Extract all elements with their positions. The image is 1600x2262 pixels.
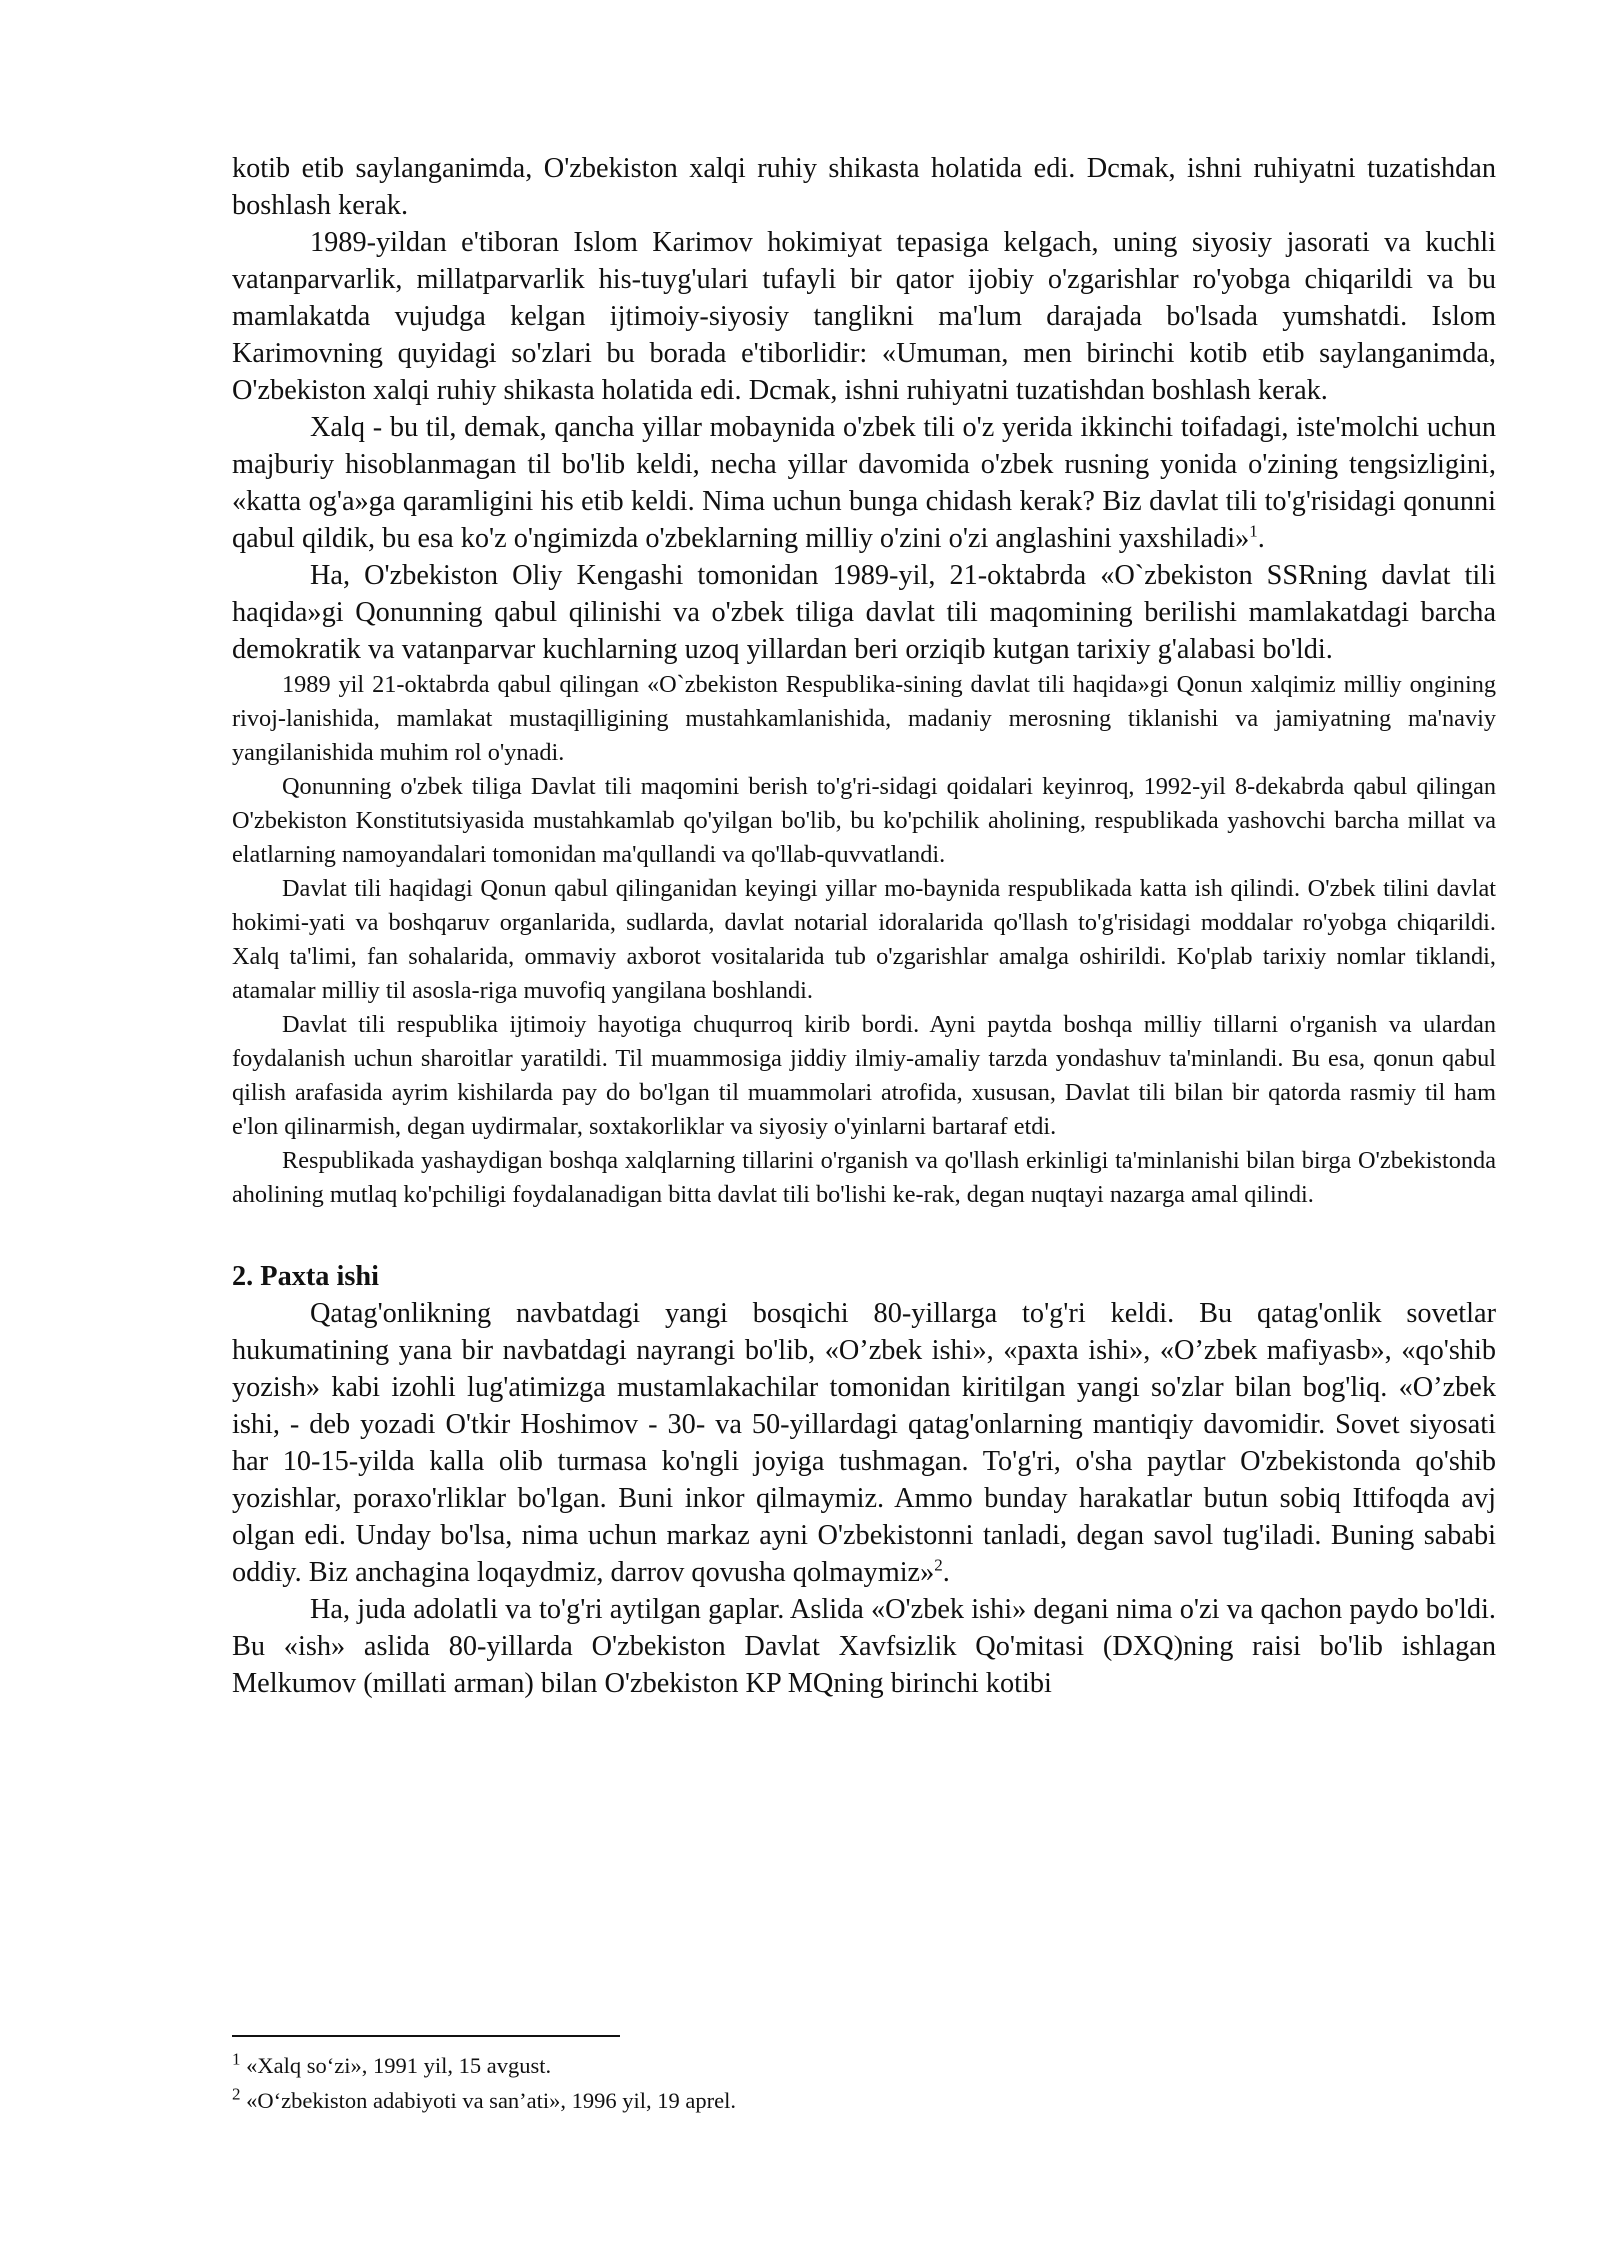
footnote-2 xyxy=(232,2083,1496,2118)
footnote-1 xyxy=(232,2048,1496,2083)
paragraph-small-2: Qonunning o'zbek tiliga Davlat tili maqomini berish to'g'ri-sidagi qoidalari keyinroq, 1992-yil 8-dekabrda qabul qilingan O'zbekiston Konstitutsiyasida mustahkamlab qo'yilgan bo'lib, bu ko'pchilik aholining, respublikada yashovchi barcha millat va elatlarning namoyandalari tomonidan ma'qullandi va qo'llab-quvvatlandi. xyxy=(232,773,1496,868)
paragraph-oliy-kengash: Ha, O'zbekiston Oliy Kengashi tomonidan 1989-yil, 21-oktabrda «O`zbekiston SSRning davlat tili haqida»gi Qonunning qabul qilinishi va o'zbek tiliga davlat tili maqomining berilishi mamlakatdagi barcha demokratik va vatanparvar kuchlarning uzoq yillardan beri orziqib kutgan tarixiy g'alabasi bo'ldi. xyxy=(232,560,1496,665)
paragraph-small-5: Respublikada yashaydigan boshqa xalqlarning tillarini o'rganish va qo'llash erkinligi ta'minlanishi bilan birga O'zbekistonda aholining mutlaq ko'pchiligi foydalanadigan bitta davlat tili bo'lishi ke-rak, degan nuqtayi nazarga amal qilindi. xyxy=(232,1147,1496,1208)
section-heading: 2. Paxta ishi xyxy=(232,1261,379,1292)
section-heading-wrap xyxy=(232,1258,1496,1295)
paragraph-continuation: kotib etib saylanganimda, O'zbekiston xalqi ruhiy shikasta holatida edi. Dcmak, ishni ruhiyatni tuzatishdan boshlash kerak. xyxy=(232,153,1496,221)
paragraph-small-3: Davlat tili haqidagi Qonun qabul qilinganidan keyingi yillar mo-baynida respublikada katta ish qilindi. O'zbek tilini davlat hokimi-yati va boshqaruv organlarida, sudlarda, davlat notarial idoralarida qo'llash to'g'risidagi moddalar ro'yobga chiqarildi. Xalq ta'limi, fan sohalarida, ommaviy axborot vositalarida tub o'zgarishlar amalga oshirildi. Ko'plab tarixiy nomlar tiklandi, atamalar milliy til asosla-riga muvofiq yangilana boshlandi. xyxy=(232,875,1496,1004)
paragraph-qatagonlik-text: Qatag'onlikning navbatdagi yangi bosqichi 80-yillarga to'g'ri keldi. Bu qatag'onlik sovetlar hukumatining yana bir navbatdagi nayrangi bo'lib, «O’zbek ishi», «paxta ishi», «O’zbek mafiyasb», «qo'shib yozish» kabi izohli lug'atimizga mustamlakachilar tomonidan kiritilgan yangi so'zlar bilan bog'liq. «O’zbek ishi, - deb yozadi O'tkir Hoshimov - 30- va 50-yillardagi qatag'onlarning mantiqiy davomidir. Sovet siyosati har 10-15-yilda kalla olib turmasa ko'ngli joyiga tushmagan. To'g'ri, o'sha paytlar O'zbekistonda qo'shib yozishlar, poraxo'rliklar bo'lgan. Buni inkor qilmaymiz. Ammo bunday harakatlar butun sobiq Ittifoqda avj olgan edi. Unday bo'lsa, nima uchun markaz ayni O'zbekistonni tanladi, degan savol tug'iladi. Buning sababi oddiy. Biz anchagina loqaydmiz, darrov qovusha qolmaymiz» xyxy=(232,1298,1496,1588)
footnote-mark-2: 2 xyxy=(232,2084,241,2104)
footnotes xyxy=(232,2048,1496,2118)
paragraph-qatagonlik: Qatag'onlikning navbatdagi yangi bosqichi 80-yillarga to'g'ri keldi. Bu qatag'onlik sovetlar hukumatining yana bir navbatdagi nayrangi bo'lib, «O’zbek ishi», «paxta ishi», «O’zbek mafiyasb», «qo'shib yozish» kabi izohli lug'atimizga mustamlakachilar tomonidan kiritilgan yangi so'zlar bilan bog'liq. «O’zbek ishi, - deb yozadi O'tkir Hoshimov - 30- va 50-yillardagi qatag'onlarning mantiqiy davomidir. Sovet siyosati har 10-15-yilda kalla olib turmasa ko'ngli joyiga tushmagan. To'g'ri, o'sha paytlar O'zbekistonda qo'shib yozishlar, poraxo'rliklar bo'lgan. Buni inkor qilmaymiz. Ammo bunday harakatlar butun sobiq Ittifoqda avj olgan edi. Unday bo'lsa, nima uchun markaz ayni O'zbekistonni tanladi, degan savol tug'iladi. Buning sababi oddiy. Biz anchagina loqaydmiz, darrov qovusha qolmaymiz»$^2$. xyxy=(232,1298,1496,1588)
paragraph-adolatli: Ha, juda adolatli va to'g'ri aytilgan gaplar. Aslida «O'zbek ishi» degani nima o'zi va qachon paydo bo'ldi. Bu «ish» aslida 80-yillarda O'zbekiston Davlat Xavfsizlik Qo'mitasi (DXQ)ning raisi bo'lib ishlagan Melkumov (millati arman) bilan O'zbekiston KP MQning birinchi kotibi xyxy=(232,1594,1496,1699)
footnote-ref-1[interactable]: 1 xyxy=(1249,521,1258,541)
footnote-text-1: «Xalq so‘zi», 1991 yil, 15 avgust. xyxy=(246,2053,552,2078)
footnote-mark-1: 1 xyxy=(232,2049,241,2069)
paragraph-small-4: Davlat tili respublika ijtimoiy hayotiga chuqurroq kirib bordi. Ayni paytda boshqa milliy tillarni o'rganish va ulardan foydalanish uchun sharoitlar yaratildi. Til muammosiga jiddiy ilmiy-amaliy tarzda yondashuv ta'minlandi. Bu esa, qonun qabul qilish arafasida ayrim kishilarda pay do bo'lgan til muammolari atrofida, xususan, Davlat tili bilan bir qatorda rasmiy til ham e'lon qilinarmish, degan uydirmalar, soxtakorliklar va siyosiy o'yinlarni bartaraf etdi. xyxy=(232,1011,1496,1140)
paragraph-small-1: 1989 yil 21-oktabrda qabul qilingan «O`zbekiston Respublika-sining davlat tili haqida»gi Qonun xalqimiz milliy ongining rivoj-lanishida, mamlakat mustaqilligining mustahkamlanishida, madaniy merosning tiklanishi va jamiyatning ma'naviy yangilanishida muhim rol o'ynadi. xyxy=(232,671,1496,766)
paragraph-xalq-til: Xalq - bu til, demak, qancha yillar mobaynida o'zbek tili o'z yerida ikkinchi toifadagi, iste'molchi uchun majburiy hisoblanmagan til bo'lib keldi, necha yillar davomida o'zbek rusning yonida o'zining tengsizligini, «katta og'a»ga qaramligini his etib keldi. Nima uchun bunga chidash kerak? Biz davlat tili to'g'risidagi qonunni qabul qildik, bu esa ko'z o'ngimizda o'zbeklarning milliy o'zini o'zi anglashini yaxshiladi»$^1$. xyxy=(232,412,1496,554)
paragraph-karimov: 1989-yildan e'tiboran Islom Karimov hokimiyat tepasiga kelgach, uning siyosiy jasorati va kuchli vatanparvarlik, millatparvarlik his-tuyg'ulari tufayli bir qator ijobiy o'zgarishlar ro'yobga chiqarildi va bu mamlakatda vujudga kelgan ijtimoiy-siyosiy tanglikni ma'lum darajada bo'lsada yumshatdi. Islom Karimovning quyidagi so'zlari bu borada e'tiborlidir: «Umuman, men birinchi kotib etib saylanganimda, O'zbekiston xalqi ruhiy shikasta holatida edi. Dcmak, ishni ruhiyatni tuzatishdan boshlash kerak. xyxy=(232,227,1496,406)
footnote-ref-2[interactable]: 2 xyxy=(934,1555,943,1575)
footnote-separator xyxy=(232,2035,620,2037)
footnote-text-2: «O‘zbekiston adabiyoti va san’ati», 1996 yil, 19 aprel. xyxy=(246,2088,737,2113)
document-page xyxy=(232,150,1496,1702)
paragraph-xalq-til-text: Xalq - bu til, demak, qancha yillar mobaynida o'zbek tili o'z yerida ikkinchi toifadagi, iste'molchi uchun majburiy hisoblanmagan til bo'lib keldi, necha yillar davomida o'zbek rusning yonida o'zining tengsizligini, «katta og'a»ga qaramligini his etib keldi. Nima uchun bunga chidash kerak? Biz davlat tili to'g'risidagi qonunni qabul qildik, bu esa ko'z o'ngimizda o'zbeklarning milliy o'zini o'zi anglashini yaxshiladi» xyxy=(232,412,1496,554)
